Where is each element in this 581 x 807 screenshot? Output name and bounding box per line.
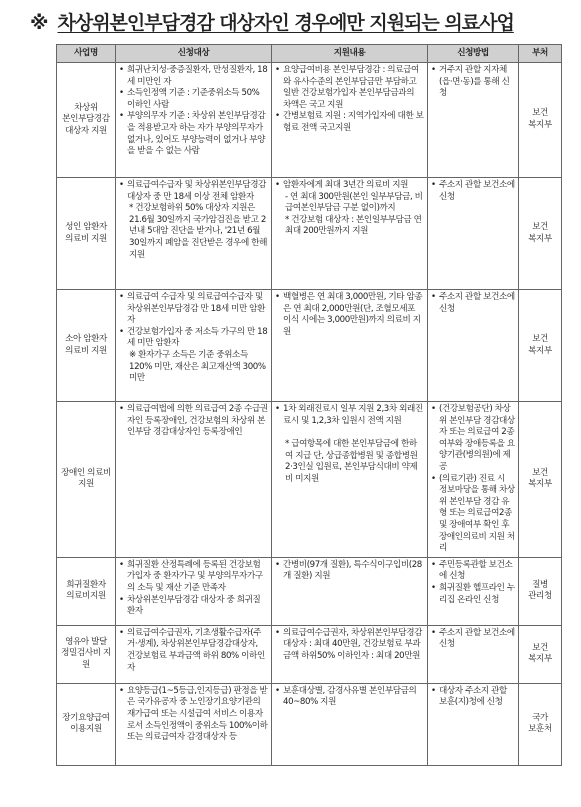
method-list: [431, 65, 515, 100]
header-program: 사업명: [57, 45, 116, 63]
list-item: * 건강보험하위 50% 대상자 지원은 21.6월 30일까지 국가암검진을 받고 2년내 5대암 진단을 받거나, '21년 6월30일까지 폐암을 진단받은 경우에 한해 지원: [129, 203, 267, 260]
program-name-cell: 희귀질환자 의료비지원: [57, 557, 116, 625]
support-cell: [272, 557, 428, 625]
dept-cell: 보건 복지부: [519, 63, 562, 178]
list-item: • 간병비(97개 질환), 특수식이구입비(28개 질환) 지원: [275, 560, 424, 583]
support-list: [275, 628, 424, 663]
target-list: [119, 292, 268, 385]
program-name-cell: 성인 암환자 의료비 지원: [57, 178, 116, 290]
program-name-cell: 소아 암환자 의료비 지원: [57, 290, 116, 402]
support-list: [275, 65, 424, 135]
table-row: [57, 63, 562, 178]
target-list: [119, 686, 268, 744]
program-name-cell: 장애인 의료비 지원: [57, 402, 116, 558]
list-item: • 희귀난치성·중증질환자, 만성질환자, 18세 미만인 자: [119, 65, 268, 88]
dept-cell: 보건 복지부: [519, 290, 562, 402]
list-item: • 희귀질환 산정특례에 등록된 건강보험가입자 중 환자가구 및 부양의무자가구의 소득 및 재산 기준 만족자: [119, 560, 268, 595]
method-cell: [428, 290, 519, 402]
method-list: [431, 628, 515, 651]
method-list: [431, 686, 515, 709]
page-title: [30, 8, 514, 35]
list-item: • 거주지 관할 지자체(읍·면·동)를 통해 신청: [431, 65, 515, 100]
support-list: [275, 292, 424, 338]
list-item: • 요양등급(1~5등급,인지등급) 판정을 받은 국가유공자 중 노인장기요양기관의 재가급여 또는 시설급여 서비스 이용자로서 소득인정액이 중위소득 100%이하 또는 의료급여자 감경대상자 등: [119, 686, 268, 744]
target-list: [119, 628, 268, 674]
table-row: [57, 625, 562, 683]
support-cell: [272, 63, 428, 178]
list-item: • 1차 외래진료시 일부 지원 2,3차 외래진료시 및 1,2,3차 입원시 전액 지원: [275, 404, 424, 427]
header-dept: 부처: [519, 45, 562, 63]
list-item: • 대상자 주소지 관할 보훈(지)청에 신청: [431, 686, 515, 709]
target-list: [119, 65, 268, 158]
dept-cell: 보건 복지부: [519, 625, 562, 683]
method-cell: [428, 557, 519, 625]
dept-cell: 보건 복지부: [519, 178, 562, 290]
method-cell: [428, 178, 519, 290]
target-cell: [116, 557, 272, 625]
header-support: 지원내용: [272, 45, 428, 63]
table-header-row: [57, 45, 562, 63]
table-row: [57, 178, 562, 290]
list-item: • 의료급여수급권자, 기초생활수급자(주거·생계), 차상위본인부담경감대상자, 건강보험료 부과금액 하위 80% 이하인자: [119, 628, 268, 674]
program-name-cell: 장기요양급여 이용지원: [57, 683, 116, 765]
method-cell: [428, 402, 519, 558]
target-list: [119, 560, 268, 618]
list-item: • 의료급여수급권자, 차상위본인부담경감대상자 : 최대 40만원, 건강보험료 부과금액 하위50% 이하인자 : 최대 20만원: [275, 628, 424, 663]
method-list: [431, 560, 515, 606]
target-cell: [116, 683, 272, 765]
note-mark: ※: [30, 12, 48, 34]
support-list: [275, 180, 424, 238]
support-list: [275, 560, 424, 583]
list-item: • 주민등록관할 보건소에 신청: [431, 560, 515, 583]
list-item: • 보훈대상별, 감경사유별 본인부담금의 40~80% 지원: [275, 686, 424, 709]
target-cell: [116, 178, 272, 290]
table-row: [57, 290, 562, 402]
program-name-cell: 영유아 발달 정밀검사비 지원: [57, 625, 116, 683]
table-body: [57, 63, 562, 766]
target-cell: [116, 625, 272, 683]
list-item: • 요양급여비용 본인부담경감 : 의료급여와 유사수준의 본인부담금만 부담하고 일반 건강보험가입자 본인부담금과의 차액은 국고 지원: [275, 65, 424, 111]
method-cell: [428, 625, 519, 683]
table-row: [57, 683, 562, 765]
support-cell: [272, 290, 428, 402]
title-text: 차상위본인부담경감 대상자인 경우에만 지원되는 의료사업: [57, 12, 514, 34]
list-item: • 소득인정액 기준 : 기준중위소득 50% 이하인 사람: [119, 88, 268, 111]
support-cell: [272, 402, 428, 558]
list-item: * 건강보험 대상자 : 본인일부부담금 연 최대 200만원까지 지원: [285, 214, 422, 237]
list-item: * 급여항목에 대한 본인부담금에 한하여 지급 단, 상급종합병원 및 종합병원 2·3인실 입원료, 본인부담식대비 약제비 미지원: [285, 439, 418, 484]
list-item: - 연 최대 300만원(본인 일부부담금, 비급여본인부담금 구분 없이)까지: [285, 191, 423, 214]
list-item: • 백혈병은 연 최대 3,000만원, 기타 암종은 연 최대 2,000만원(단, 조혈모세포 이식 시에는 3,000만원)까지 의료비 지원: [275, 292, 424, 338]
support-list: [275, 686, 424, 709]
support-list: [275, 404, 424, 486]
list-item: • 간병보험료 지원 : 지역가입자에 대한 보험료 전액 국고지원: [275, 111, 424, 134]
method-list: [431, 404, 515, 555]
list-item: • 희귀질환 헬프라인 누리집 온라인 신청: [431, 583, 515, 606]
list-item: • 차상위본인부담경감 대상자 중 희귀질환자: [119, 595, 268, 618]
header-method: 신청방법: [428, 45, 519, 63]
list-item: • (건강보험공단) 차상위 본인부담 경감대상자 또는 의료급여 2종 여부와 장애등록을 요양기관(병의원)에 제공: [431, 404, 515, 474]
list-item: • 암환자에게 최대 3년간 의료비 지원: [275, 180, 424, 192]
list-item: • 주소지 관할 보건소에 신청: [431, 628, 515, 651]
list-item: • (의료기관) 진료 시 정보마당을 통해 차상위 본인부담 경감 유형 또는 의료급여2종 및 장애여부 확인 후 장애인의료비 지원 처리: [431, 474, 515, 555]
table-row: [57, 402, 562, 558]
dept-cell: 국가 보훈처: [519, 683, 562, 765]
list-item: ※ 환자가구 소득은 기준 중위소득 120% 미만, 재산은 최고재산액 300% 미만: [129, 349, 266, 384]
support-cell: [272, 625, 428, 683]
method-list: [431, 292, 515, 315]
target-cell: [116, 290, 272, 402]
list-item: • 주소지 관할 보건소에 신청: [431, 292, 515, 315]
target-list: [119, 404, 268, 439]
list-item: • 주소지 관할 보건소에 신청: [431, 180, 515, 203]
target-cell: [116, 63, 272, 178]
target-cell: [116, 402, 272, 558]
table-row: [57, 557, 562, 625]
method-cell: [428, 683, 519, 765]
program-name-cell: 차상위 본인부담경감 대상자 지원: [57, 63, 116, 178]
medical-support-table: [56, 44, 562, 766]
dept-cell: 질병 관리청: [519, 557, 562, 625]
support-cell: [272, 178, 428, 290]
method-list: [431, 180, 515, 203]
header-target: 신청대상: [116, 45, 272, 63]
list-item: • 건강보험가입자 중 저소득 가구의 만 18세 미만 암환자: [119, 327, 268, 350]
dept-cell: 보건 복지부: [519, 402, 562, 558]
target-list: [119, 180, 268, 261]
list-item: • 의료급여 수급자 및 의료급여수급자 및 차상위본인부담경감 만 18세 미만 암환자: [119, 292, 268, 327]
support-cell: [272, 683, 428, 765]
list-item: • 의료급여수급자 및 차상위본인부담경감 대상자 중 만 18세 이상 전체 암환자: [119, 180, 268, 203]
list-item: • 의료급여법에 의한 의료급여 2종 수급권자인 등록장애인, 건강보험의 차상위 본인부담 경감대상자인 등록장애인: [119, 404, 268, 439]
list-item: • 부양의무자 기준 : 차상위 본인부담경감을 적용받고자 하는 자가 부양의무자가 없거나, 있어도 부양능력이 없거나 부양을 받을 수 없는 사람: [119, 111, 268, 157]
method-cell: [428, 63, 519, 178]
